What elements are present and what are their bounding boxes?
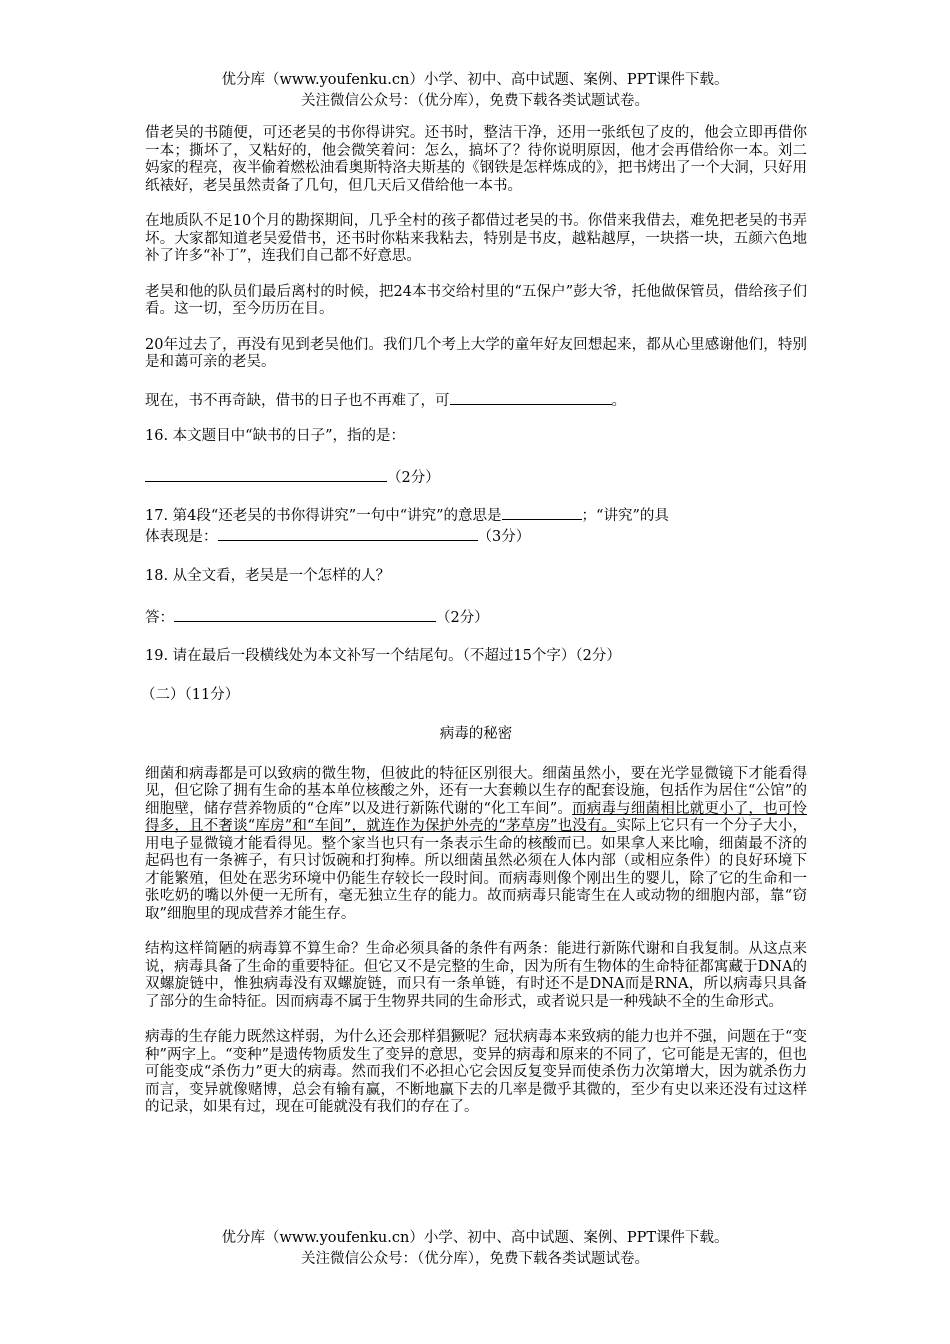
q17-blank-meaning[interactable]	[502, 505, 582, 520]
section-label: （二）（11分）	[141, 686, 240, 703]
article-paragraph-2: 结构这样简陋的病毒算不算生命？生命必须具备的条件有两条：能进行新陈代谢和自我复制。从这点来说，病毒具备了生命的重要特征。但它又不是完整的生命，因为所有生物体的生命特征都寓藏于DNA的双螺旋链中，惟独病毒没有双螺旋链，而只有一条单链，有时还不是DNA而是RNA，所以病毒只具备了部分的生命特征。因而病毒不属于生物界共同的生命形式，或者说只是一种残缺不全的生命形式。	[145, 941, 807, 1010]
paragraph-4: 20年过去了，再没有见到老吴他们。我们几个考上大学的童年好友回想起来，都从心里感谢他们，特别是和蔼可亲的老吴。	[145, 336, 807, 370]
article-p1-pre: 细菌和病毒都是可以致病的微生物，但彼此的特征区别很大。细菌虽然小，要在光学显微镜下才能看得见，但它除了拥有生命的基本单位核酸之外，还有一大套赖以生存的配套设施，包括作为居住“公馆”的细胞壁，储存营养物质的“仓库”以及进行新陈代谢的“化工车间”。	[145, 765, 807, 817]
ending-blank[interactable]	[450, 390, 612, 405]
q17-text-a: 17. 第4段“还老吴的书你得讲究”一句中“讲究”的意思是	[145, 508, 502, 524]
footer-line-1: 优分库（www.youfenku.cn）小学、初中、高中试题、案例、PPT课件下载。	[221, 1230, 729, 1246]
q17-blank-detail[interactable]	[218, 526, 478, 541]
question-16-answer-line	[145, 467, 807, 488]
q18-answer-label: 答：	[145, 609, 174, 626]
paragraph-2: 在地质队不足10个月的勘探期间，几乎全村的孩子都借过老吴的书。你借来我借去，难免把老吴的书弄坏。大家都知道老吴爱借书，还书时你粘来我粘去，特别是书皮，越粘越厚，一块搭一块，五颜六色地补了许多“补丁”，连我们自己都不好意思。	[145, 213, 807, 264]
question-18-answer-line	[145, 607, 807, 628]
q17-score: （3分）	[477, 528, 531, 545]
article-paragraph-1	[145, 766, 807, 924]
paragraph-3: 老吴和他的队员们最后离村的时候，把24本书交给村里的“五保户”彭大爷，托他做保管员，借给孩子们看。这一切，至今历历在目。	[145, 283, 807, 317]
last-line-end: 。	[611, 392, 626, 409]
q16-score: （2分）	[387, 469, 440, 486]
q17-text-b: ；“讲究”的具	[581, 508, 669, 524]
last-line-text: 现在，书不再奇缺，借书的日子也不再难了，可	[145, 392, 450, 409]
question-18: 18. 从全文看，老吴是一个怎样的人？	[145, 568, 391, 584]
page-footer	[0, 1228, 950, 1270]
article-p1-post: 实际上它只有一个分子大小，用电子显微镜才能看得见。整个家当也只有一条表示生命的核酸而已。如果拿人来比喻，细菌最不济的起码也有一条裤子，有只讨饭碗和打狗棒。所以细菌虽然必须在人体内部（或相应条件）的良好环境下才能繁殖，但处在恶劣环境中仍能生存较长一段时间。而病毒则像个刚出生的婴儿，除了它的生命和一张吃奶的嘴以外便一无所有，毫无独立生存的能力。故而病毒只能寄生在人或动物的细胞内部，靠“窃取”细胞里的现成营养才能生存。	[145, 818, 808, 922]
header-line-2: 关注微信公众号：（优分库），免费下载各类试题试卷。	[301, 93, 649, 109]
q17-text-c: 体表现是：	[145, 528, 218, 545]
q18-score: （2分）	[436, 609, 489, 626]
q18-blank[interactable]	[174, 607, 436, 622]
article-title: 病毒的秘密	[439, 726, 513, 742]
paragraph-5	[145, 390, 807, 411]
paragraph-1: 借老吴的书随便，可还老吴的书你得讲究。还书时，整洁干净，还用一张纸包了皮的，他会立即再借你一本；撕坏了，又粘好的，他会微笑着问：怎么，搞坏了？待你说明原因，他才会再借给你一本。刘二妈家的程亮，夜半偷着燃松油看奥斯特洛夫斯基的《钢铁是怎样炼成的》，把书烤出了一个大洞，只好用纸裱好，老吴虽然责备了几句，但几天后又借给他一本书。	[145, 125, 807, 194]
question-16: 16. 本文题目中“缺书的日子”，指的是：	[145, 428, 405, 444]
article-p1-underlined: 而病毒与细菌相比就更小了，也可怜得多，且不奢谈“库房”和“车间”，就连作为保护外壳的“茅草房”也没有。	[145, 800, 807, 834]
article-paragraph-3: 病毒的生存能力既然这样弱，为什么还会那样猖獗呢？冠状病毒本来致病的能力也并不强，问题在于“变种”两字上。“变种”是遗传物质发生了变异的意思，变异的病毒和原来的不同了，它可能是无害的，但也可能变成“杀伤力”更大的病毒。然而我们不必担心它会因反复变异而使杀伤力次第增大，因为就杀伤力而言，变异就像赌博，总会有输有赢，不断地赢下去的几率是微乎其微的，至少有史以来还没有过这样的记录，如果有过，现在可能就没有我们的存在了。	[145, 1029, 807, 1115]
question-17	[145, 505, 807, 546]
header-line-1: 优分库（www.youfenku.cn）小学、初中、高中试题、案例、PPT课件下载。	[221, 72, 729, 88]
footer-line-2: 关注微信公众号：（优分库），免费下载各类试题试卷。	[301, 1251, 649, 1267]
main-content	[141, 125, 808, 1117]
q16-blank[interactable]	[145, 467, 387, 482]
page-header	[0, 70, 950, 112]
question-19: 19. 请在最后一段横线处为本文补写一个结尾句。（不超过15个字）（2分）	[145, 648, 621, 664]
